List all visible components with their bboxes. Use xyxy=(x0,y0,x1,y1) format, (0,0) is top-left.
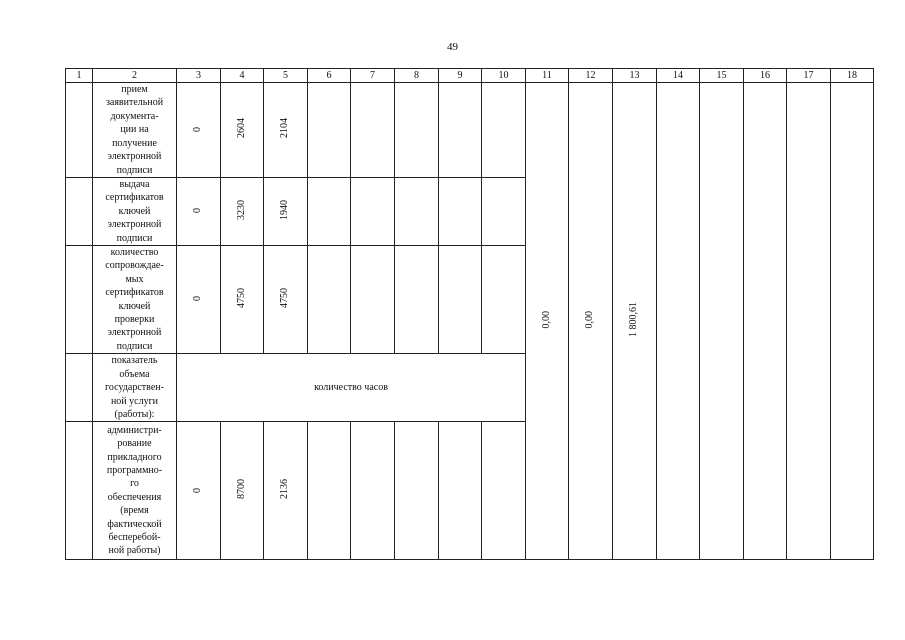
value-cell: 1940 xyxy=(264,178,308,246)
row-description: прием заявительной документа- ции на получение электронной подписи xyxy=(93,83,177,178)
empty-cell xyxy=(657,83,700,560)
value-cell: 0 xyxy=(177,83,221,178)
empty-cell xyxy=(439,83,482,178)
empty-cell xyxy=(395,178,439,246)
merged-value-cell: 0,00 xyxy=(569,83,613,560)
column-header: 10 xyxy=(482,69,526,83)
value-cell: 4750 xyxy=(264,246,308,354)
value-cell: 2104 xyxy=(264,83,308,178)
column-header: 15 xyxy=(700,69,744,83)
value-cell: 4750 xyxy=(221,246,264,354)
value-cell: 2604 xyxy=(221,83,264,178)
page-number: 49 xyxy=(447,41,458,53)
row-description: показатель объема государствен- ной услуги (работы): xyxy=(93,354,177,422)
value-cell: 0 xyxy=(177,246,221,354)
row-description: выдача сертификатов ключей электронной подписи xyxy=(93,178,177,246)
empty-cell xyxy=(308,246,351,354)
merged-value-cell: 1 800,61 xyxy=(613,83,657,560)
column-header: 4 xyxy=(221,69,264,83)
value-cell: 3230 xyxy=(221,178,264,246)
column-header: 7 xyxy=(351,69,395,83)
row-number-cell xyxy=(66,246,93,354)
row-number-cell xyxy=(66,354,93,422)
column-header: 17 xyxy=(787,69,831,83)
empty-cell xyxy=(831,83,874,560)
empty-cell xyxy=(439,178,482,246)
data-table xyxy=(65,68,874,560)
merged-value-cell: 0,00 xyxy=(526,83,569,560)
empty-cell xyxy=(439,246,482,354)
row-description: количество сопровождае- мых сертификатов ключей проверки электронной подписи xyxy=(93,246,177,354)
empty-cell xyxy=(351,83,395,178)
column-header: 6 xyxy=(308,69,351,83)
value-cell: 2136 xyxy=(264,422,308,560)
table-row xyxy=(66,83,874,178)
column-header: 8 xyxy=(395,69,439,83)
row-description: администри- рование прикладного программно- го обеспечения (время фактической бесперебой- ной работы) xyxy=(93,422,177,560)
empty-cell xyxy=(482,246,526,354)
row-number-cell xyxy=(66,83,93,178)
column-header: 9 xyxy=(439,69,482,83)
empty-cell xyxy=(482,178,526,246)
empty-cell xyxy=(482,422,526,560)
merged-unit-cell: количество часов xyxy=(177,354,526,422)
value-cell: 8700 xyxy=(221,422,264,560)
row-number-cell xyxy=(66,178,93,246)
empty-cell xyxy=(744,83,787,560)
empty-cell xyxy=(351,178,395,246)
column-header: 14 xyxy=(657,69,700,83)
value-cell: 0 xyxy=(177,422,221,560)
empty-cell xyxy=(395,246,439,354)
column-header: 1 xyxy=(66,69,93,83)
empty-cell xyxy=(395,422,439,560)
empty-cell xyxy=(439,422,482,560)
value-cell: 0 xyxy=(177,178,221,246)
empty-cell xyxy=(308,83,351,178)
header-row xyxy=(66,69,874,83)
column-header: 2 xyxy=(93,69,177,83)
row-number-cell xyxy=(66,422,93,560)
empty-cell xyxy=(308,422,351,560)
column-header: 12 xyxy=(569,69,613,83)
column-header: 18 xyxy=(831,69,874,83)
empty-cell xyxy=(308,178,351,246)
empty-cell xyxy=(787,83,831,560)
column-header: 13 xyxy=(613,69,657,83)
empty-cell xyxy=(351,246,395,354)
empty-cell xyxy=(700,83,744,560)
column-header: 3 xyxy=(177,69,221,83)
empty-cell xyxy=(482,83,526,178)
empty-cell xyxy=(395,83,439,178)
empty-cell xyxy=(351,422,395,560)
column-header: 11 xyxy=(526,69,569,83)
column-header: 16 xyxy=(744,69,787,83)
column-header: 5 xyxy=(264,69,308,83)
